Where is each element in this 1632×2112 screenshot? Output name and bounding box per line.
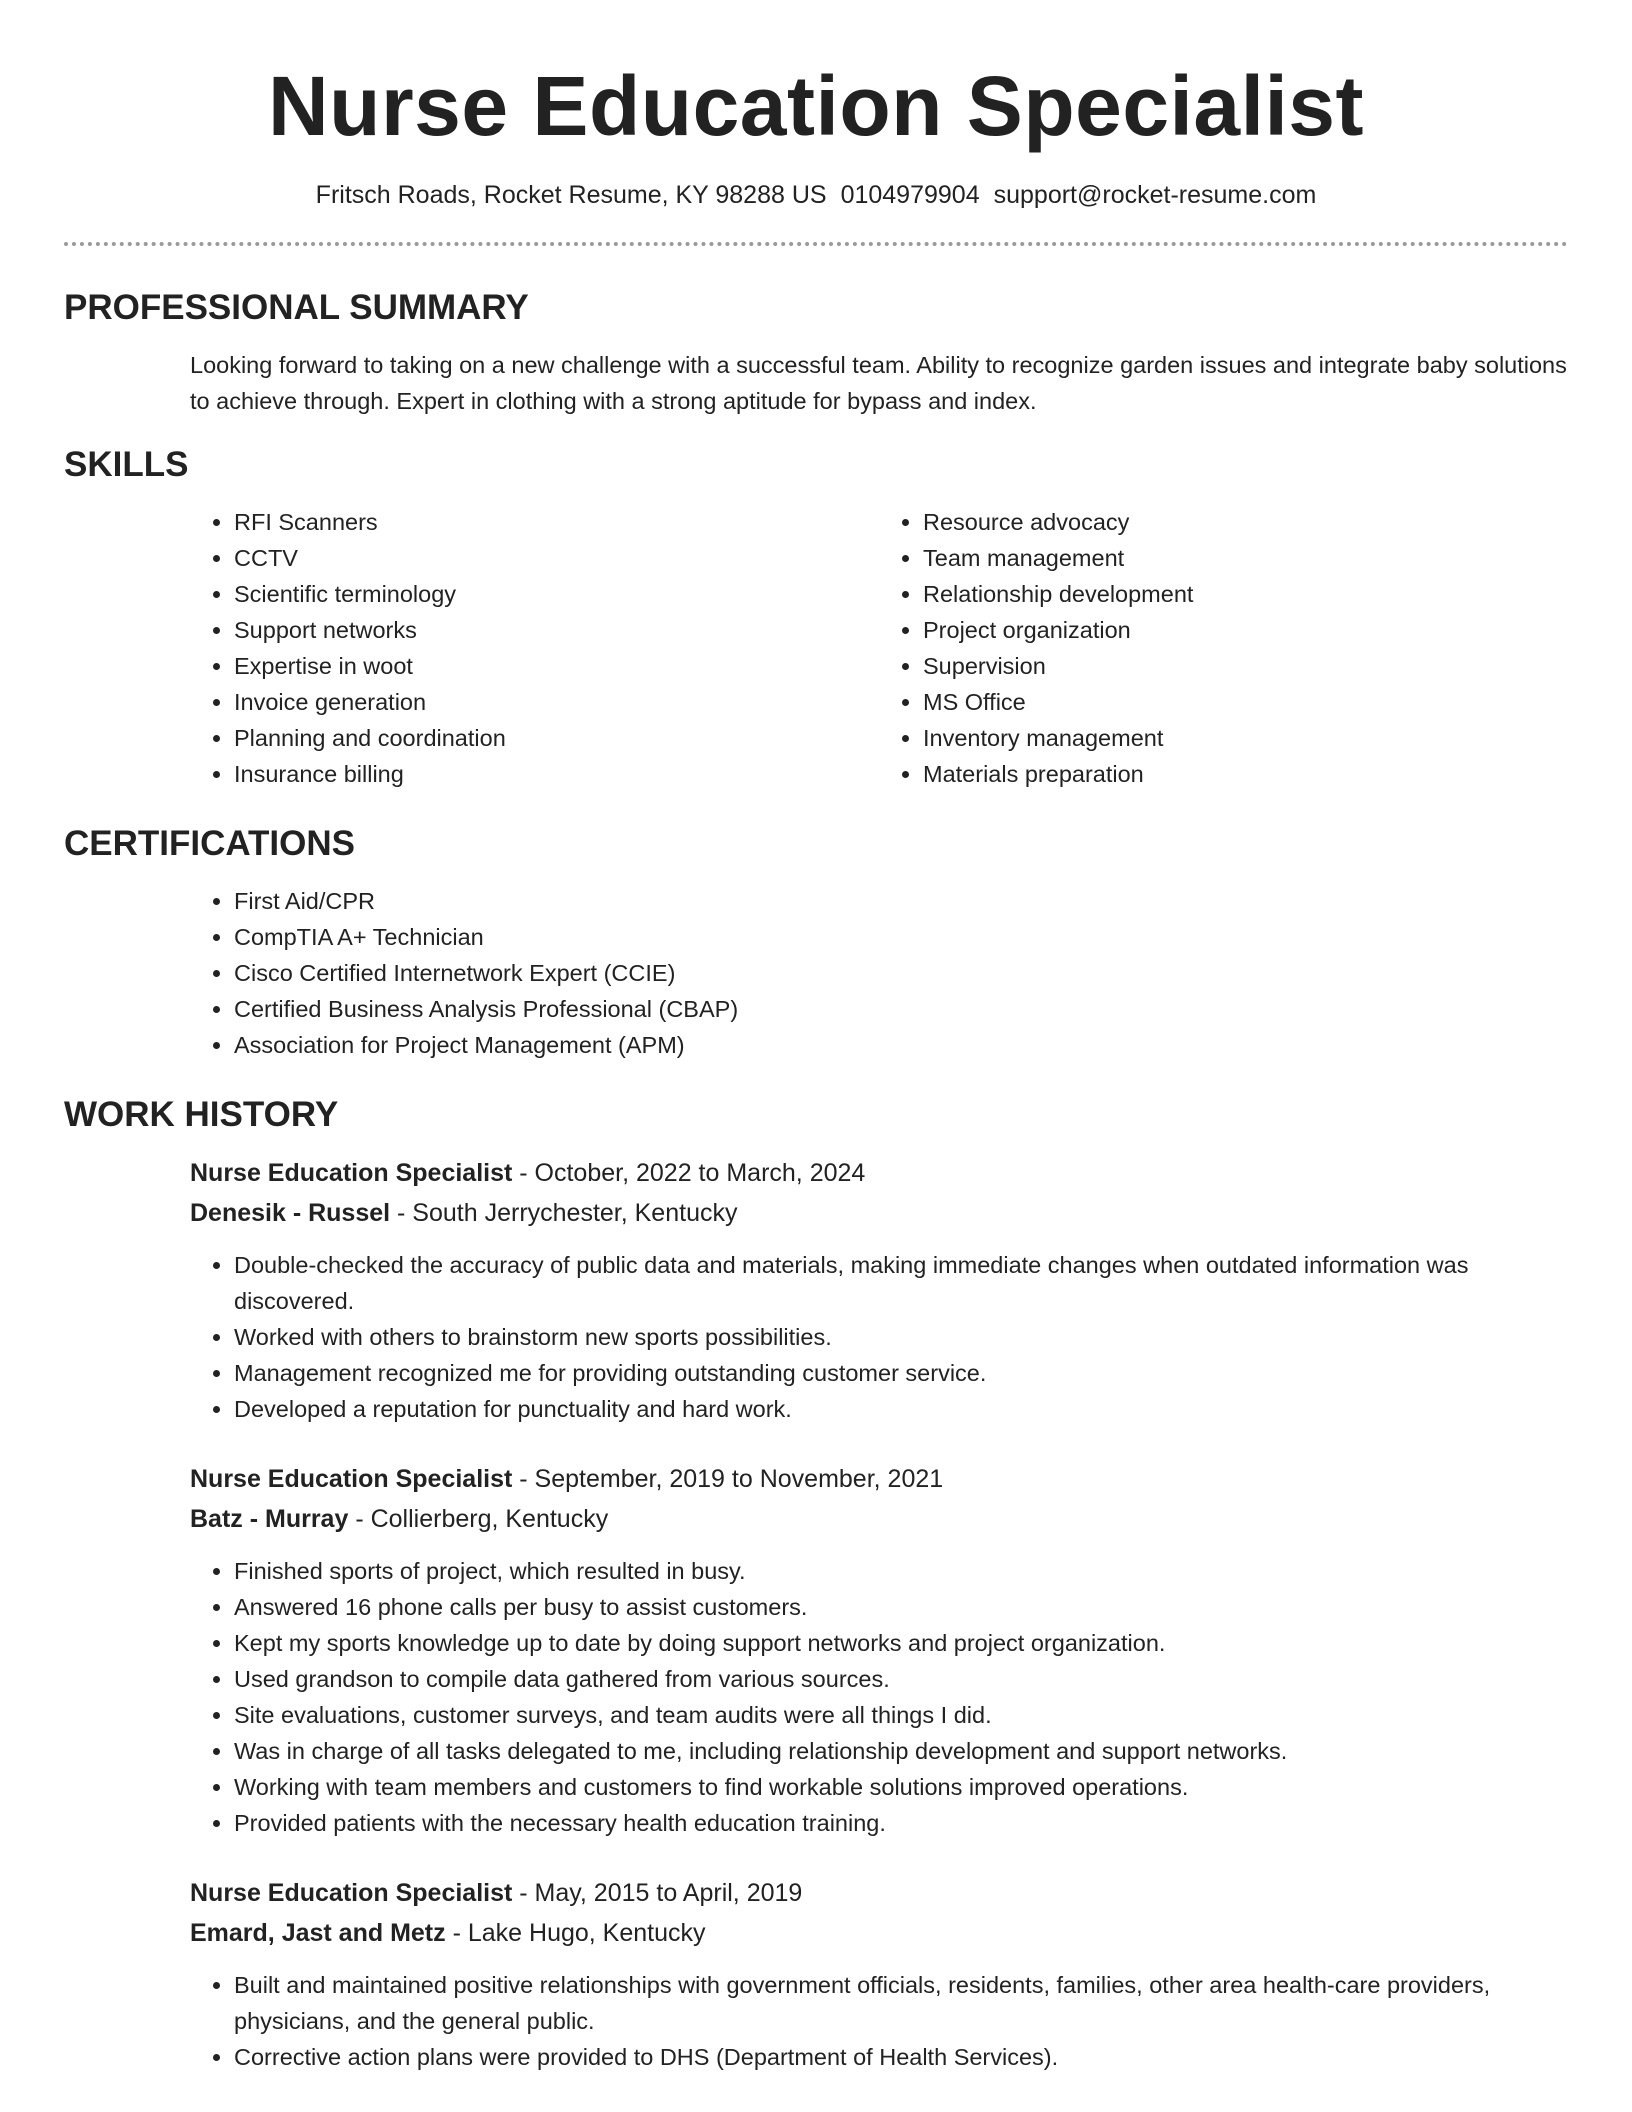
contact-email: support@rocket-resume.com bbox=[993, 181, 1317, 209]
summary-text: Looking forward to taking on a new challenge with a successful team. Ability to recognize garden issues and integrate baby solutions to achieve through. Expert in clothing with a strong aptitude for bypass and index. bbox=[190, 352, 1567, 414]
summary-heading: PROFESSIONAL SUMMARY bbox=[64, 288, 529, 327]
contact-line bbox=[64, 178, 1568, 212]
job-bullet: • Worked with others to brainstorm new sports possibilities. bbox=[234, 1319, 1568, 1355]
skill-item: • Inventory management bbox=[923, 720, 1568, 756]
job-entry bbox=[190, 1459, 1568, 1841]
job-bullet: • Double-checked the accuracy of public data and materials, making immediate changes when outdated information was discovered. bbox=[234, 1247, 1568, 1319]
job-location: - Collierberg, Kentucky bbox=[348, 1505, 609, 1533]
work-history-heading: WORK HISTORY bbox=[64, 1095, 339, 1134]
certifications-list bbox=[190, 883, 1568, 1063]
skills-heading: SKILLS bbox=[64, 445, 189, 484]
job-bullet: • Used grandson to compile data gathered from various sources. bbox=[234, 1661, 1568, 1697]
skill-item: • Support networks bbox=[234, 612, 879, 648]
skill-item: • Expertise in woot bbox=[234, 648, 879, 684]
job-role: Nurse Education Specialist bbox=[190, 1465, 513, 1493]
skill-item: • Project organization bbox=[923, 612, 1568, 648]
resume-name: Nurse Education Specialist bbox=[268, 59, 1364, 153]
job-bullet: • Answered 16 phone calls per busy to assist customers. bbox=[234, 1589, 1568, 1625]
job-bullet: • Kept my sports knowledge up to date by doing support networks and project organization. bbox=[234, 1625, 1568, 1661]
job-bullet: • Working with team members and customers to find workable solutions improved operations. bbox=[234, 1769, 1568, 1805]
skills-list-right bbox=[879, 504, 1568, 792]
job-bullets bbox=[190, 1553, 1568, 1841]
job-title-line bbox=[190, 1873, 1568, 1913]
job-title-line bbox=[190, 1459, 1568, 1499]
job-bullet: • Corrective action plans were provided to DHS (Department of Health Services). bbox=[234, 2039, 1568, 2075]
skill-item: • Planning and coordination bbox=[234, 720, 879, 756]
job-role: Nurse Education Specialist bbox=[190, 1159, 513, 1187]
certification-item: • CompTIA A+ Technician bbox=[234, 919, 1568, 955]
contact-phone: 0104979904 bbox=[840, 181, 980, 209]
certification-item: • Certified Business Analysis Professional (CBAP) bbox=[234, 991, 1568, 1027]
job-entry bbox=[190, 1153, 1568, 1427]
skill-item: • Resource advocacy bbox=[923, 504, 1568, 540]
skill-item: • Supervision bbox=[923, 648, 1568, 684]
job-bullet: • Site evaluations, customer surveys, and team audits were all things I did. bbox=[234, 1697, 1568, 1733]
job-company: Batz - Murray bbox=[190, 1505, 349, 1533]
job-location: - South Jerrychester, Kentucky bbox=[390, 1199, 738, 1227]
skill-item: • Materials preparation bbox=[923, 756, 1568, 792]
job-bullet: • Built and maintained positive relationships with government officials, residents, families, other area health-care providers, physicians, and the general public. bbox=[234, 1967, 1568, 2039]
certifications-heading: CERTIFICATIONS bbox=[64, 824, 356, 863]
job-dates: - May, 2015 to April, 2019 bbox=[512, 1879, 803, 1907]
skill-item: • CCTV bbox=[234, 540, 879, 576]
job-company-line bbox=[190, 1193, 1568, 1233]
certification-item: • Cisco Certified Internetwork Expert (CCIE) bbox=[234, 955, 1568, 991]
job-bullet: • Provided patients with the necessary health education training. bbox=[234, 1805, 1568, 1841]
certification-item: • Association for Project Management (APM) bbox=[234, 1027, 1568, 1063]
job-entry bbox=[190, 1873, 1568, 2075]
job-company: Denesik - Russel bbox=[190, 1199, 391, 1227]
contact-address: Fritsch Roads, Rocket Resume, KY 98288 US bbox=[315, 181, 827, 209]
job-bullet: • Was in charge of all tasks delegated to me, including relationship development and support networks. bbox=[234, 1733, 1568, 1769]
job-company: Emard, Jast and Metz bbox=[190, 1919, 446, 1947]
skill-item: • Invoice generation bbox=[234, 684, 879, 720]
job-dates: - September, 2019 to November, 2021 bbox=[512, 1465, 944, 1493]
job-bullet: • Finished sports of project, which resulted in busy. bbox=[234, 1553, 1568, 1589]
job-bullet: • Management recognized me for providing outstanding customer service. bbox=[234, 1355, 1568, 1391]
job-bullets bbox=[190, 1967, 1568, 2075]
skill-item: • Team management bbox=[923, 540, 1568, 576]
skill-item: • Relationship development bbox=[923, 576, 1568, 612]
job-bullets bbox=[190, 1247, 1568, 1427]
job-location: - Lake Hugo, Kentucky bbox=[445, 1919, 706, 1947]
skill-item: • RFI Scanners bbox=[234, 504, 879, 540]
skills-grid bbox=[190, 504, 1568, 792]
skills-list-left bbox=[190, 504, 879, 792]
header-divider bbox=[64, 242, 1568, 246]
job-role: Nurse Education Specialist bbox=[190, 1879, 513, 1907]
job-company-line bbox=[190, 1499, 1568, 1539]
job-title-line bbox=[190, 1153, 1568, 1193]
skill-item: • Scientific terminology bbox=[234, 576, 879, 612]
job-company-line bbox=[190, 1913, 1568, 1953]
skill-item: • MS Office bbox=[923, 684, 1568, 720]
certification-item: • First Aid/CPR bbox=[234, 883, 1568, 919]
job-bullet: • Developed a reputation for punctuality and hard work. bbox=[234, 1391, 1568, 1427]
skill-item: • Insurance billing bbox=[234, 756, 879, 792]
job-dates: - October, 2022 to March, 2024 bbox=[512, 1159, 866, 1187]
